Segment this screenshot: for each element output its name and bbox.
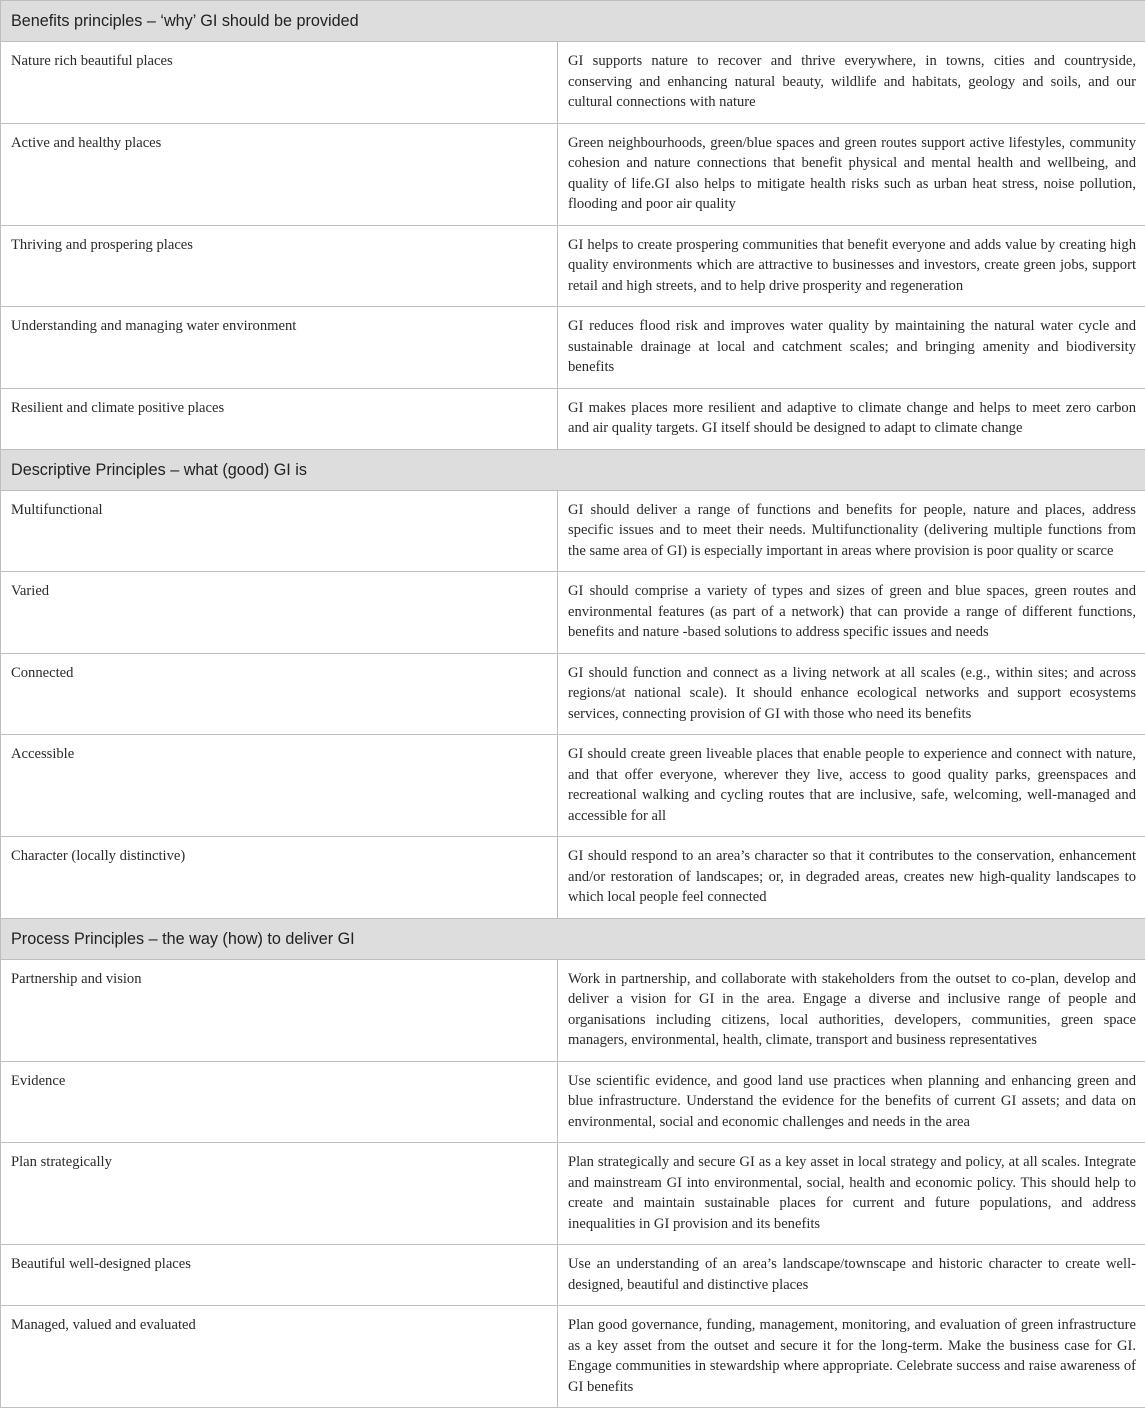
table-row [1,1061,1145,1143]
principle-name: Plan strategically [1,1143,558,1245]
table-row [1,388,1145,449]
table-row [1,572,1145,654]
principle-name: Partnership and vision [1,959,558,1061]
principle-name: Accessible [1,735,558,837]
table-row [1,123,1145,225]
table-row [1,307,1145,389]
principle-description: Work in partnership, and collaborate with stakeholders from the outset to co-plan, develop and deliver a vision for GI in the area. Engage a diverse and inclusive range of people and organisations including citizens, local authorities, developers, communities, green space managers, environmental, health, climate, transport and business representatives [558,959,1145,1061]
principle-description: GI supports nature to recover and thrive everywhere, in towns, cities and countryside, conserving and enhancing natural beauty, wildlife and habitats, geology and soils, and our cultural connections with nature [558,42,1145,124]
table-row [1,1306,1145,1408]
principle-description: GI reduces flood risk and improves water quality by maintaining the natural water cycle and sustainable drainage at local and catchment scales; and bringing amenity and biodiversity benefits [558,307,1145,389]
table-row [1,490,1145,572]
table-row [1,735,1145,837]
table-row [1,837,1145,919]
principle-name: Beautiful well-designed places [1,1245,558,1306]
table-row [1,225,1145,307]
principle-name: Managed, valued and evaluated [1,1306,558,1408]
table-row [1,1245,1145,1306]
principle-name: Evidence [1,1061,558,1143]
principle-description: GI helps to create prospering communities that benefit everyone and adds value by creating high quality environments which are attractive to businesses and investors, create green jobs, support retail and high streets, and to help drive prosperity and regeneration [558,225,1145,307]
principle-name: Varied [1,572,558,654]
section-header-descriptive [1,449,1145,490]
principle-description: GI makes places more resilient and adaptive to climate change and helps to meet zero carbon and air quality targets. GI itself should be designed to adapt to climate change [558,388,1145,449]
section-header-process [1,918,1145,959]
table-row [1,959,1145,1061]
principle-name: Understanding and managing water environment [1,307,558,389]
principle-description: GI should comprise a variety of types and sizes of green and blue spaces, green routes and environmental features (as part of a network) that can provide a range of different functions, benefits and nature -based solutions to address specific issues and needs [558,572,1145,654]
principle-name: Active and healthy places [1,123,558,225]
principle-name: Thriving and prospering places [1,225,558,307]
principle-description: Green neighbourhoods, green/blue spaces and green routes support active lifestyles, community cohesion and nature connections that benefit physical and mental health and wellbeing, and quality of life.GI also helps to mitigate health risks such as urban heat stress, noise pollution, flooding and poor air quality [558,123,1145,225]
principle-name: Multifunctional [1,490,558,572]
principle-description: Use scientific evidence, and good land use practices when planning and enhancing green and blue infrastructure. Understand the evidence for the benefits of current GI assets; and data on environmental, social and economic challenges and needs in the area [558,1061,1145,1143]
section-title: Descriptive Principles – what (good) GI is [1,449,1145,490]
principle-name: Nature rich beautiful places [1,42,558,124]
principle-name: Character (locally distinctive) [1,837,558,919]
section-title: Process Principles – the way (how) to deliver GI [1,918,1145,959]
principle-description: GI should respond to an area’s character so that it contributes to the conservation, enhancement and/or restoration of landscapes; or, in degraded areas, creates new high-quality landscapes to which local people feel connected [558,837,1145,919]
principle-description: GI should function and connect as a living network at all scales (e.g., within sites; and across regions/at national scale). It should enhance ecological networks and support ecosystems services, connecting provision of GI with those who need its benefits [558,653,1145,735]
section-header-benefits [1,1,1145,42]
principle-name: Connected [1,653,558,735]
principle-description: Plan good governance, funding, management, monitoring, and evaluation of green infrastructure as a key asset from the outset and secure it for the long-term. Make the business case for GI. Engage communities in stewardship where appropriate. Celebrate success and raise awareness of GI benefits [558,1306,1145,1408]
principle-description: Use an understanding of an area’s landscape/townscape and historic character to create well-designed, beautiful and distinctive places [558,1245,1145,1306]
principle-description: Plan strategically and secure GI as a key asset in local strategy and policy, at all scales. Integrate and mainstream GI into environmental, social, health and economic policy. This should help to create and maintain sustainable places for current and future populations, and address inequalities in GI provision and its benefits [558,1143,1145,1245]
table-row [1,1143,1145,1245]
principle-description: GI should deliver a range of functions and benefits for people, nature and places, address specific issues and to meet their needs. Multifunctionality (delivering multiple functions from the same area of GI) is especially important in areas where provision is poor quality or scarce [558,490,1145,572]
table-row [1,42,1145,124]
principle-name: Resilient and climate positive places [1,388,558,449]
section-title: Benefits principles – ‘why’ GI should be provided [1,1,1145,42]
table-row [1,653,1145,735]
principle-description: GI should create green liveable places that enable people to experience and connect with nature, and that offer everyone, wherever they live, access to good quality parks, greenspaces and recreational walking and cycling routes that are inclusive, safe, welcoming, well-managed and accessible for all [558,735,1145,837]
